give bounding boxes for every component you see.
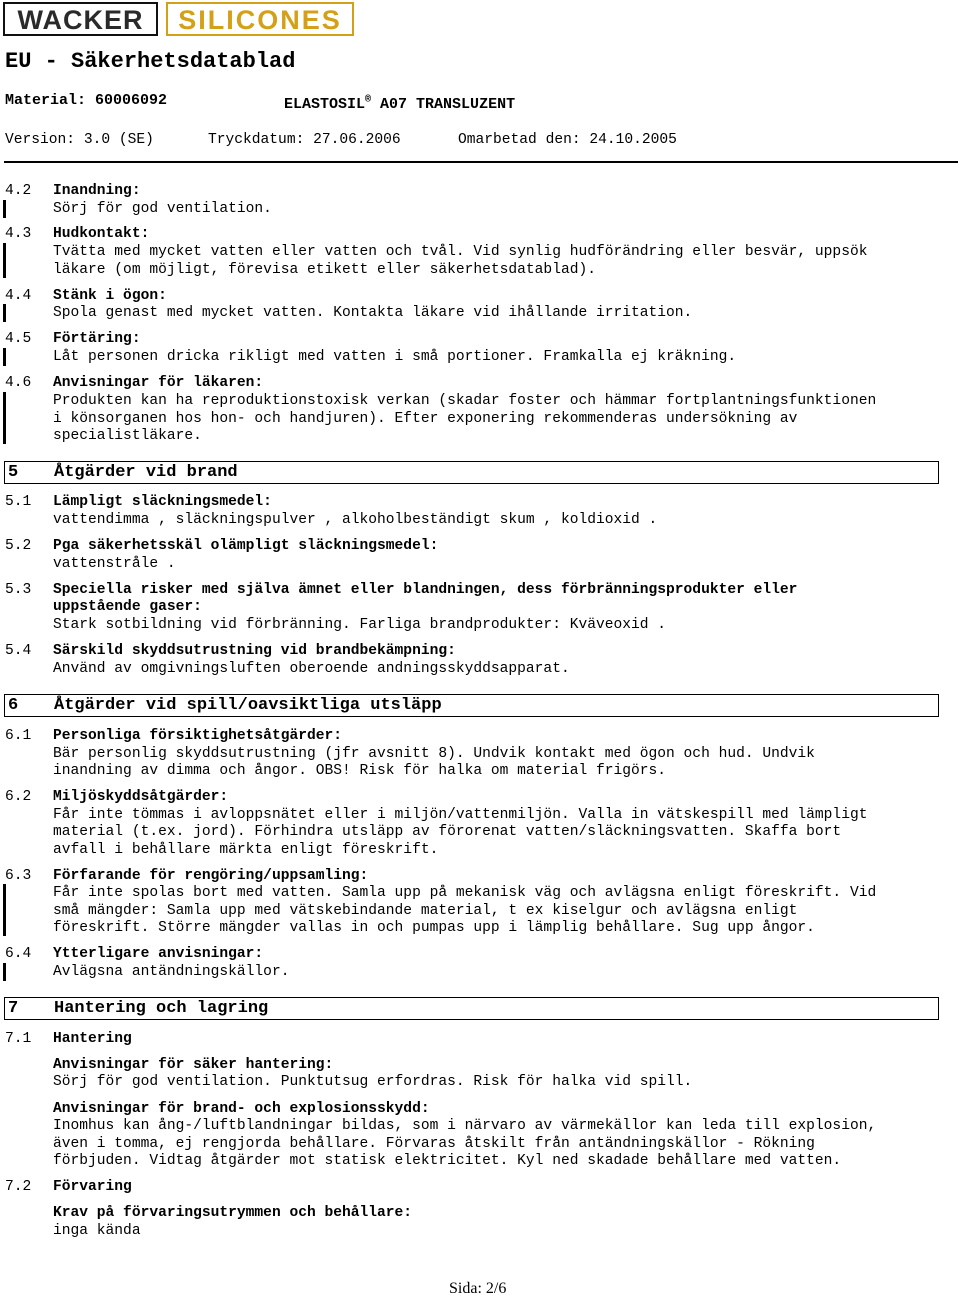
print-date: Tryckdatum: 27.06.2006 xyxy=(208,132,401,148)
text-line: vattenstråle . xyxy=(53,556,176,572)
text-line: material (t.ex. jord). Förhindra utsläpp av förorenat vatten/släckningsvatten. Skaffa bort xyxy=(53,824,842,840)
text-line: Stark sotbildning vid förbränning. Farliga brandprodukter: Kväveoxid . xyxy=(53,617,667,633)
product-brand: ELASTOSIL xyxy=(284,96,366,113)
subsection-title: Hudkontakt: xyxy=(53,226,150,242)
section-header-5 xyxy=(4,461,939,484)
section-header-6 xyxy=(4,694,939,717)
text-line: i könsorganen hos hon- och handjuren). Efter exponering rekommenderas undersökning av xyxy=(53,411,798,427)
wacker-logo xyxy=(3,2,158,36)
change-bar xyxy=(3,392,6,444)
text-line: Sörj för god ventilation. Punktutsug erfordras. Risk för halka vid spill. xyxy=(53,1074,693,1090)
document-title: EU - Säkerhetsdatablad xyxy=(5,49,296,74)
subsection-number: 6.3 xyxy=(5,868,32,884)
section-header-7 xyxy=(4,997,939,1020)
change-bar xyxy=(3,348,6,366)
text-line: läkare (om möjligt, förevisa etikett eller säkerhetsdatablad). xyxy=(53,262,596,278)
subsection-title: Pga säkerhetsskäl olämpligt släckningsmedel: xyxy=(53,538,439,554)
subsection-title: Inandning: xyxy=(53,183,141,199)
subsection-title: Personliga försiktighetsåtgärder: xyxy=(53,728,343,744)
text-line: inga kända xyxy=(53,1223,141,1239)
section-title: Åtgärder vid spill/oavsiktliga utsläpp xyxy=(54,696,442,715)
subsection-title: Lämpligt släckningsmedel: xyxy=(53,494,272,510)
text-line: avfall i behållare märkta enligt föreskrift. xyxy=(53,842,439,858)
subheading: Anvisningar för säker hantering: xyxy=(53,1057,334,1073)
section-title: Åtgärder vid brand xyxy=(54,463,238,482)
subsection-title: Anvisningar för läkaren: xyxy=(53,375,264,391)
change-bar xyxy=(3,884,6,936)
subsection-number: 4.5 xyxy=(5,331,32,347)
text-line: även i tomma, ej rengjorda behållare. Förvaras åtskilt från antändningskällor - Rökning xyxy=(53,1136,815,1152)
subsection-title: Miljöskyddsåtgärder: xyxy=(53,789,229,805)
subheading: Anvisningar för brand- och explosionsskydd: xyxy=(53,1101,430,1117)
text-line: Spola genast med mycket vatten. Kontakta läkare vid ihållande irritation. xyxy=(53,305,693,321)
change-bar xyxy=(3,963,6,981)
text-line: föreskrift. Större mängder vallas in och pumpas upp i lämplig behållare. Sug upp ångor. xyxy=(53,920,815,936)
subsection-title: Förtäring: xyxy=(53,331,141,347)
text-line: vattendimma , släckningspulver , alkoholbeständigt skum , koldioxid . xyxy=(53,512,658,528)
text-line: inandning av dimma och ångor. OBS! Risk för halka om material frigörs. xyxy=(53,763,667,779)
header-divider xyxy=(4,161,958,163)
section-number: 6 xyxy=(8,696,19,715)
text-line: Får inte tömmas i avloppsnätet eller i miljön/vattenmiljön. Valla in vätskespill med lämpligt xyxy=(53,807,868,823)
section-number: 7 xyxy=(8,999,19,1018)
change-bar xyxy=(3,200,6,218)
registered-mark: ® xyxy=(365,95,372,106)
silicones-logo-text: SILICONES xyxy=(178,5,342,35)
text-line: Får inte spolas bort med vatten. Samla upp på mekanisk väg och avlägsna enligt föreskrift. Vid xyxy=(53,885,877,901)
subsection-title: Speciella risker med själva ämnet eller blandningen, dess förbränningsprodukter eller xyxy=(53,582,798,598)
subsection-title: uppstående gaser: xyxy=(53,599,202,615)
subsection-title: Ytterligare anvisningar: xyxy=(53,946,264,962)
text-line: Använd av omgivningsluften oberoende andningsskyddsapparat. xyxy=(53,661,570,677)
wacker-logo-text: WACKER xyxy=(17,5,144,35)
subsection-number: 5.4 xyxy=(5,643,32,659)
subsection-title: Förvaring xyxy=(53,1179,132,1195)
section-number: 5 xyxy=(8,463,19,482)
revision-date: Omarbetad den: 24.10.2005 xyxy=(458,132,677,148)
product-suffix: A07 TRANSLUZENT xyxy=(380,96,516,113)
section-title: Hantering och lagring xyxy=(54,999,269,1018)
text-line: Sörj för god ventilation. xyxy=(53,201,272,217)
subsection-number: 5.1 xyxy=(5,494,32,510)
text-line: Låt personen dricka rikligt med vatten i små portioner. Framkalla ej kräkning. xyxy=(53,349,737,365)
subsection-title: Stänk i ögon: xyxy=(53,288,167,304)
text-line: små mängder: Samla upp med vätskebindande material, t ex kiselgur och avlägsna enligt xyxy=(53,903,798,919)
subheading: Krav på förvaringsutrymmen och behållare: xyxy=(53,1205,413,1221)
subsection-title: Hantering xyxy=(53,1031,132,1047)
version: Version: 3.0 (SE) xyxy=(5,132,154,148)
change-bar xyxy=(3,243,6,278)
subsection-number: 7.2 xyxy=(5,1179,32,1195)
text-line: Produkten kan ha reproduktionstoxisk verkan (skadar foster och hämmar fortplantningsfunktionen xyxy=(53,393,877,409)
subsection-number: 4.2 xyxy=(5,183,32,199)
text-line: specialistläkare. xyxy=(53,428,202,444)
subsection-number: 6.4 xyxy=(5,946,32,962)
product-name xyxy=(284,92,515,114)
subsection-number: 4.4 xyxy=(5,288,32,304)
page-number: Sida: 2/6 xyxy=(449,1280,507,1297)
subsection-number: 4.6 xyxy=(5,375,32,391)
subsection-title: Särskild skyddsutrustning vid brandbekämpning: xyxy=(53,643,456,659)
text-line: Inomhus kan ång-/luftblandningar bildas, som i närvaro av värmekällor kan leda till explosion, xyxy=(53,1118,877,1134)
subsection-number: 5.2 xyxy=(5,538,32,554)
subsection-title: Förfarande för rengöring/uppsamling: xyxy=(53,868,369,884)
text-line: Tvätta med mycket vatten eller vatten och tvål. Vid synlig hudförändring eller besvär, uppsök xyxy=(53,244,868,260)
material-number: Material: 60006092 xyxy=(5,92,168,109)
subsection-number: 5.3 xyxy=(5,582,32,598)
text-line: Avlägsna antändningskällor. xyxy=(53,964,290,980)
subsection-number: 7.1 xyxy=(5,1031,32,1047)
text-line: förbjuden. Vidtag åtgärder mot statisk elektricitet. Kyl ned skadade behållare med vatten. xyxy=(53,1153,842,1169)
subsection-number: 6.1 xyxy=(5,728,32,744)
text-line: Bär personlig skyddsutrustning (jfr avsnitt 8). Undvik kontakt med ögon och hud. Undvik xyxy=(53,746,815,762)
change-bar xyxy=(3,304,6,322)
subsection-number: 4.3 xyxy=(5,226,32,242)
subsection-number: 6.2 xyxy=(5,789,32,805)
silicones-logo xyxy=(166,2,354,36)
